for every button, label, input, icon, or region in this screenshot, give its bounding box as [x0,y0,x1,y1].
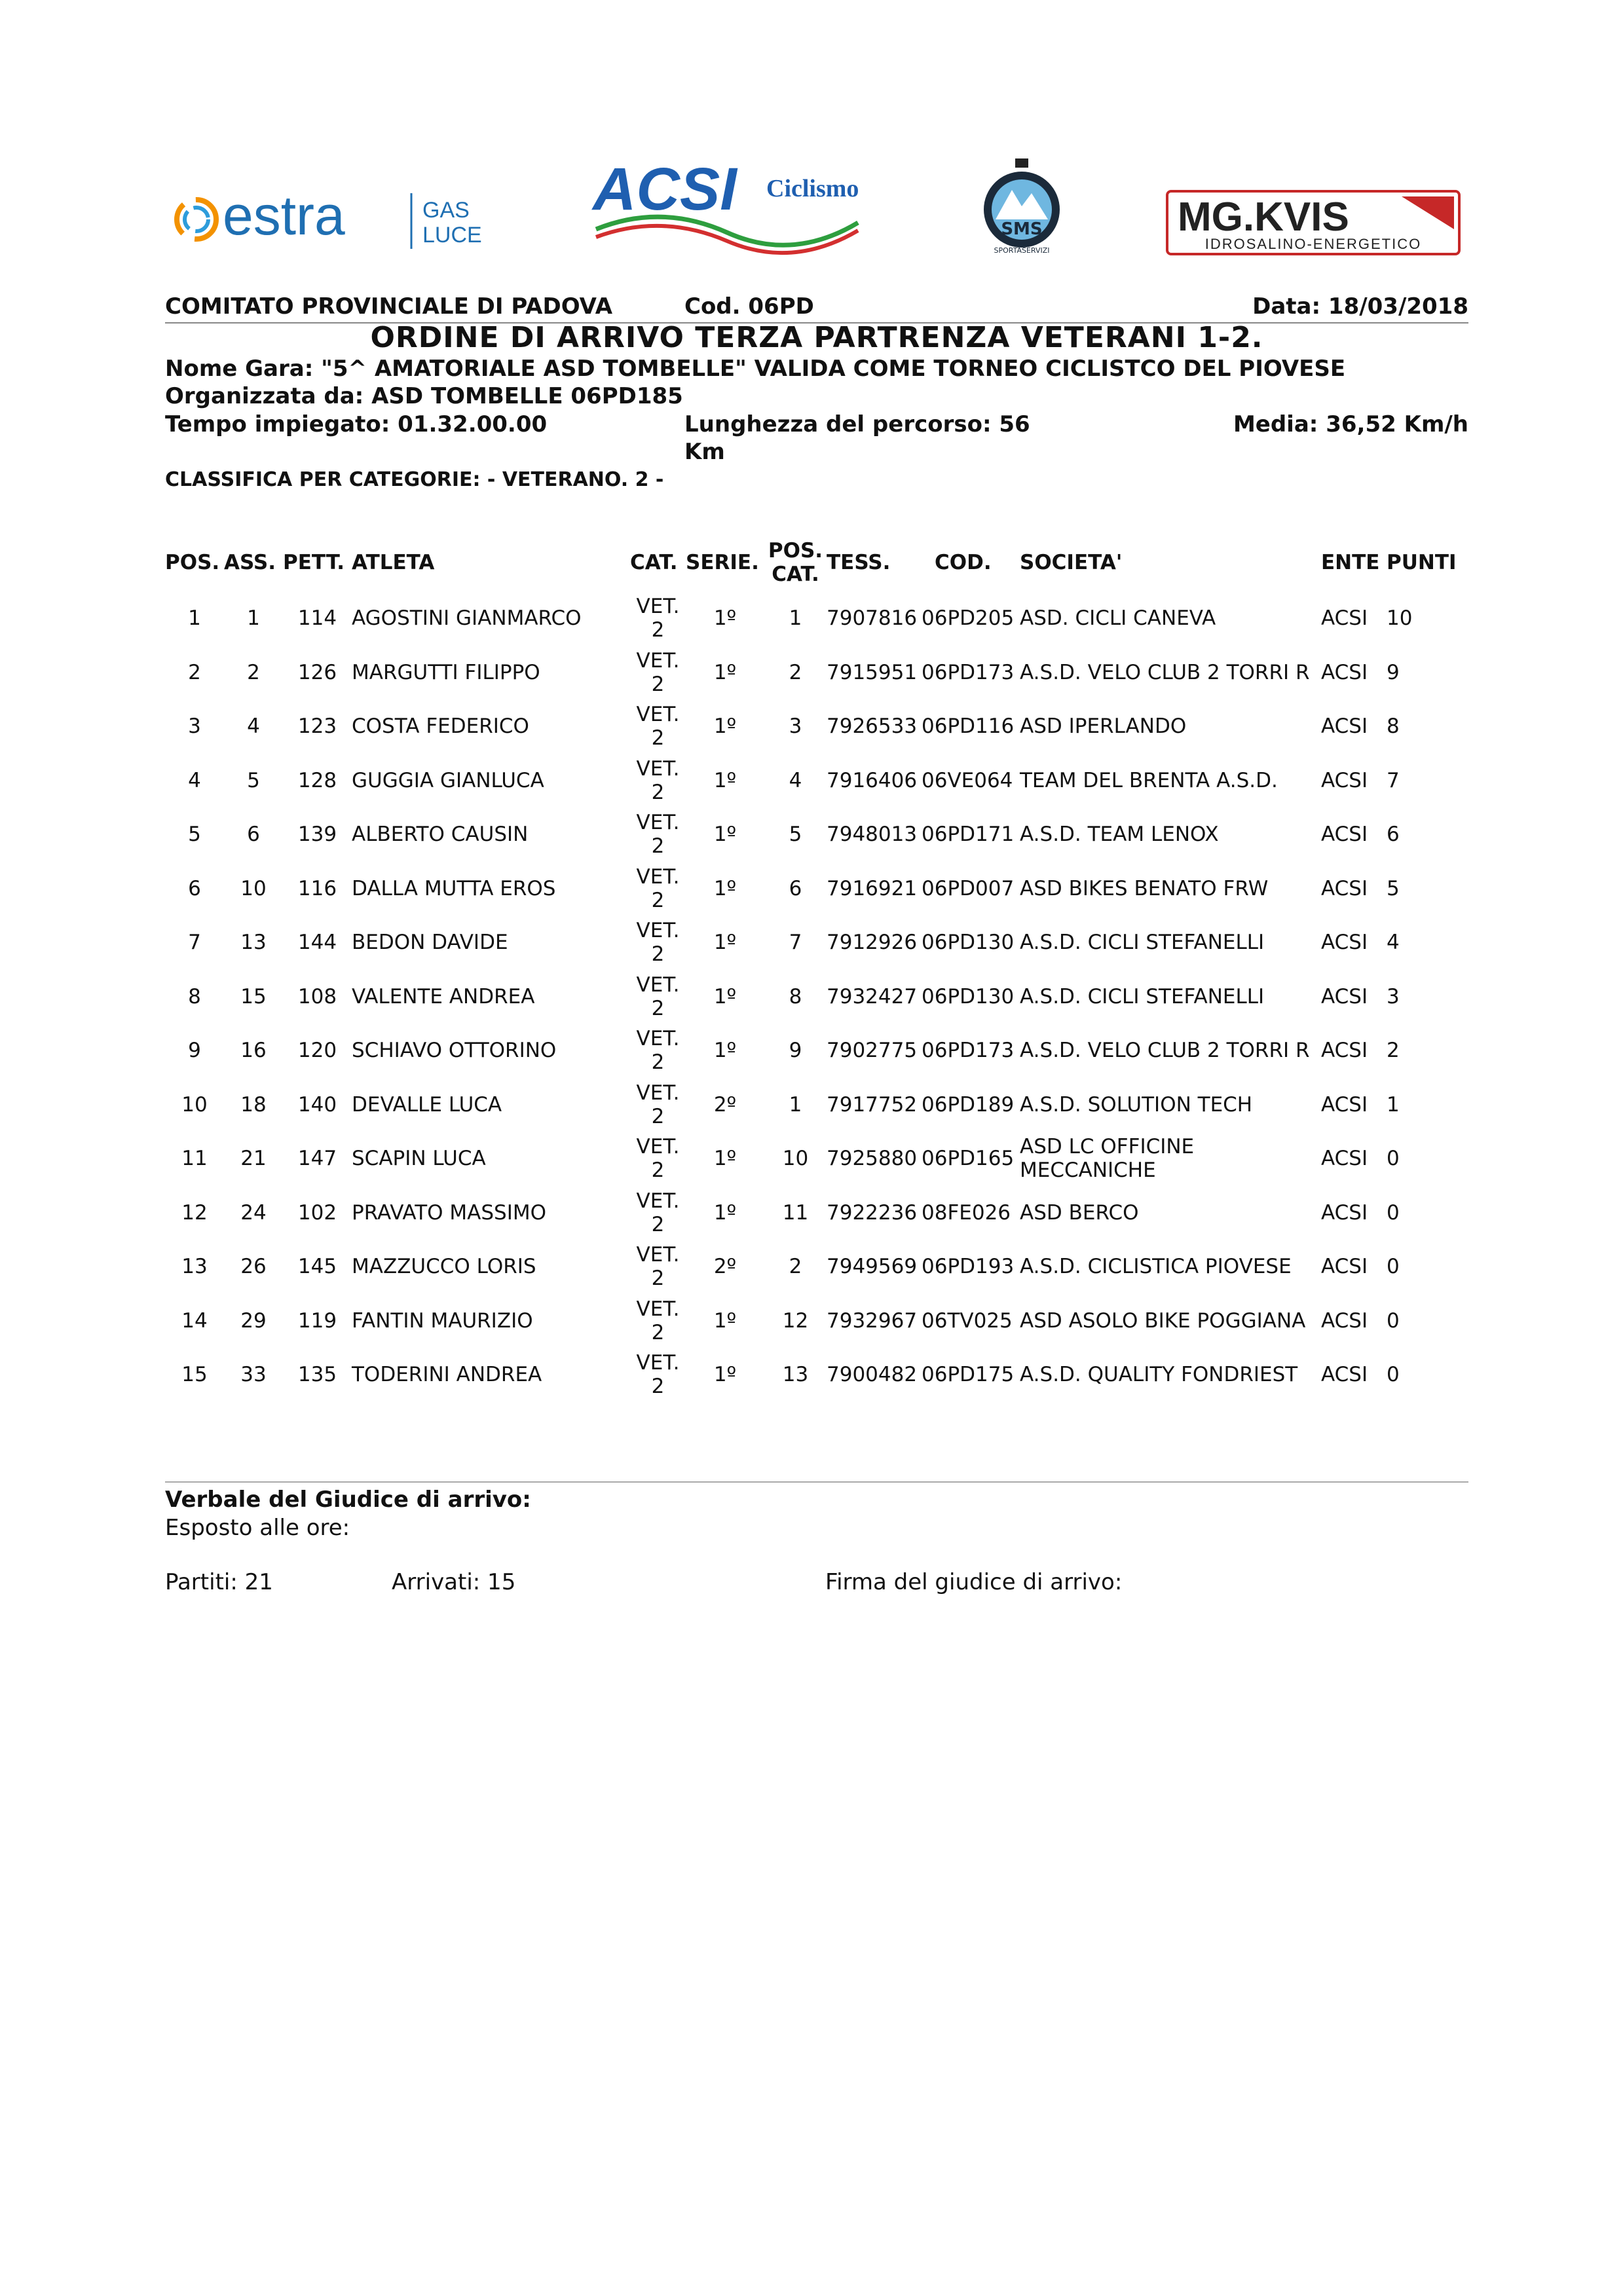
cell-cat-label: VET. [636,756,680,781]
table-row [165,699,1468,754]
cell-cat-number: 2 [651,1104,665,1128]
cell-ass: 2 [247,660,260,684]
cell-cat [630,970,686,1024]
cell-ass: 24 [240,1200,267,1225]
cell-serie: 1º [713,606,737,631]
classification: CLASSIFICA PER CATEGORIE: - VETERANO. 2 - [165,468,664,491]
cell-cat [630,1240,686,1294]
cell-societa: ASD IPERLANDO [1020,714,1187,739]
cell-cat-number: 2 [651,996,665,1020]
cell-serie: 1º [713,1363,737,1387]
cell-atleta: ALBERTO CAUSIN [352,823,529,847]
cell-serie: 1º [713,1308,737,1333]
cell-pett: 147 [297,1147,337,1171]
col-societa: SOCIETA' [1020,551,1123,574]
cell-pett: 114 [297,606,337,631]
cell-poscat: 13 [782,1363,809,1387]
cell-pos: 11 [181,1147,208,1171]
cell-serie: 1º [713,1147,737,1171]
cell-cat-number: 2 [651,1267,665,1291]
col-ass: ASS. [224,551,276,574]
col-cod: COD. [935,551,992,574]
estra-text: estra [223,185,345,246]
cell-cat-number: 2 [651,942,665,967]
cell-atleta: PRAVATO MASSIMO [352,1200,547,1225]
mgk-text: MG.KVIS [1178,194,1349,240]
cell-ente: ACSI [1321,823,1368,847]
cell-atleta: GUGGIA GIANLUCA [352,768,544,792]
cell-pos: 13 [181,1255,208,1279]
cell-cat-number: 2 [651,1158,665,1183]
cell-cat-number: 2 [651,1320,665,1344]
cell-pett: 102 [297,1200,337,1225]
cell-tess: 7915951 [827,660,918,684]
cell-punti: 0 [1387,1147,1400,1171]
cell-cod: 06PD165 [922,1147,1015,1171]
results-table [165,534,1468,1402]
cell-ente: ACSI [1321,1308,1368,1333]
cell-tess: 7925880 [827,1147,918,1171]
col-atleta: ATLETA [352,551,435,574]
cell-serie: 1º [713,984,737,1009]
cell-cod: 06PD007 [922,876,1015,900]
cell-serie: 1º [713,823,737,847]
cell-ass: 10 [240,876,267,900]
cell-cat-label: VET. [636,811,680,835]
cell-cat-label: VET. [636,595,680,619]
cell-pett: 120 [297,1039,337,1063]
cell-tess: 7912926 [827,931,918,955]
col-serie: SERIE. [686,551,759,574]
cell-tess: 7916921 [827,876,918,900]
cell-cat-number: 2 [651,726,665,750]
cell-serie: 1º [713,931,737,955]
cell-ass: 1 [247,606,260,631]
cell-cod: 06TV025 [922,1308,1013,1333]
table-row [165,1078,1468,1132]
cell-serie: 1º [713,660,737,684]
cell-cod: 06PD173 [922,660,1015,684]
cell-poscat: 4 [789,768,802,792]
acsi-sub: Ciclismo [766,175,859,202]
cell-societa: A.S.D. TEAM LENOX [1020,823,1219,847]
cell-punti: 0 [1387,1363,1400,1387]
sms-text: SMS [1001,219,1043,239]
col-cat: CAT. [630,551,678,574]
cell-cat [630,862,686,916]
cell-poscat: 1 [789,1092,802,1117]
cell-cat-number: 2 [651,618,665,642]
cell-societa: ASD. CICLI CANEVA [1020,606,1216,631]
code: Cod. 06PD [684,293,814,320]
cell-ass: 33 [240,1363,267,1387]
cell-societa: ASD LC OFFICINE MECCANICHE [1020,1135,1195,1183]
cell-serie: 1º [713,876,737,900]
mgk-logo [1166,174,1461,272]
cell-punti: 1 [1387,1092,1400,1117]
cell-ente: ACSI [1321,606,1368,631]
race-stats [165,411,1468,470]
verbale-label: Verbale del Giudice di arrivo: [165,1487,531,1513]
mgk-sub: IDROSALINO-ENERGETICO [1204,236,1422,252]
cell-pett: 126 [297,660,337,684]
cell-atleta: DEVALLE LUCA [352,1092,502,1117]
cell-poscat: 8 [789,984,802,1009]
estra-luce: LUCE [422,223,482,248]
cell-cat-label: VET. [636,703,680,727]
cell-atleta: TODERINI ANDREA [352,1363,542,1387]
col-pett: PETT. [283,551,345,574]
cell-cod: 06PD205 [922,606,1015,631]
cell-tess: 7932427 [827,984,918,1009]
cell-ente: ACSI [1321,768,1368,792]
cell-cat [630,591,686,646]
cell-ass: 13 [240,931,267,955]
cell-cat-label: VET. [636,648,680,673]
cell-cat-label: VET. [636,1027,680,1051]
cell-pos: 5 [188,823,201,847]
cell-societa: A.S.D. VELO CLUB 2 TORRI R [1020,1039,1310,1063]
cell-societa: A.S.D. CICLI STEFANELLI [1020,931,1265,955]
cell-ass: 29 [240,1308,267,1333]
col-poscat-line1: POS. [768,539,823,563]
cell-ente: ACSI [1321,660,1368,684]
header-line [165,293,1468,324]
cell-cat-number: 2 [651,1050,665,1075]
cell-atleta: VALENTE ANDREA [352,984,535,1009]
cell-cat [630,1186,686,1240]
time-used: Tempo impiegato: 01.32.00.00 [165,411,548,437]
cell-tess: 7948013 [827,823,918,847]
cell-cat-number: 2 [651,672,665,696]
cell-ente: ACSI [1321,1092,1368,1117]
cell-atleta: BEDON DAVIDE [352,931,508,955]
cell-societa: A.S.D. SOLUTION TECH [1020,1092,1253,1117]
cell-cat [630,916,686,970]
cell-tess: 7907816 [827,606,918,631]
col-tess: TESS. [827,551,891,574]
cell-cod: 06PD189 [922,1092,1015,1117]
cell-ass: 4 [247,714,260,739]
cell-serie: 1º [713,714,737,739]
cell-ass: 26 [240,1255,267,1279]
cell-atleta: DALLA MUTTA EROS [352,876,556,900]
cell-pett: 135 [297,1363,337,1387]
cell-poscat: 9 [789,1039,802,1063]
table-row [165,1024,1468,1078]
cell-societa: ASD ASOLO BIKE POGGIANA [1020,1308,1306,1333]
cell-tess: 7900482 [827,1363,918,1387]
cell-cod: 06PD193 [922,1255,1015,1279]
cell-cat-label: VET. [636,1351,680,1375]
results-body [165,591,1468,1402]
table-row [165,916,1468,970]
cell-cod: 06PD130 [922,984,1015,1009]
average-speed: Media: 36,52 Km/h [1233,411,1468,437]
cell-pos: 14 [181,1308,208,1333]
cell-pos: 9 [188,1039,201,1063]
cell-atleta: MAZZUCCO LORIS [352,1255,536,1279]
cell-pos: 3 [188,714,201,739]
cell-punti: 10 [1387,606,1413,631]
cell-punti: 0 [1387,1255,1400,1279]
cell-punti: 0 [1387,1200,1400,1225]
cell-atleta: COSTA FEDERICO [352,714,529,739]
firma-label: Firma del giudice di arrivo: [825,1569,1123,1595]
cell-pett: 119 [297,1308,337,1333]
cell-punti: 3 [1387,984,1400,1009]
sms-sub: SPORTASERVIZI [994,246,1050,255]
cell-cat-number: 2 [651,888,665,912]
table-row [165,754,1468,808]
sponsor-logos [164,157,1467,255]
cell-ass: 21 [240,1147,267,1171]
organizer: Organizzata da: ASD TOMBELLE 06PD185 [165,383,683,409]
cell-cat-label: VET. [636,1189,680,1213]
cell-atleta: SCHIAVO OTTORINO [352,1039,557,1063]
cell-punti: 0 [1387,1308,1400,1333]
cell-serie: 1º [713,1200,737,1225]
cell-poscat: 1 [789,606,802,631]
cell-ente: ACSI [1321,931,1368,955]
estra-gas: GAS [422,198,470,223]
cell-cat [630,699,686,754]
cell-pos: 8 [188,984,201,1009]
table-row [165,862,1468,916]
partiti-count: Partiti: 21 [165,1569,273,1595]
cell-serie: 1º [713,1039,737,1063]
table-row [165,1294,1468,1348]
cell-punti: 5 [1387,876,1400,900]
cell-poscat: 2 [789,1255,802,1279]
cell-serie: 2º [713,1255,737,1279]
cell-pos: 10 [181,1092,208,1117]
cell-societa: A.S.D. QUALITY FONDRIEST [1020,1363,1298,1387]
cell-atleta: MARGUTTI FILIPPO [352,660,540,684]
cell-punti: 2 [1387,1039,1400,1063]
cell-cod: 06PD130 [922,931,1015,955]
cell-ente: ACSI [1321,714,1368,739]
cell-ente: ACSI [1321,1200,1368,1225]
cell-punti: 4 [1387,931,1400,955]
cell-poscat: 12 [782,1308,809,1333]
cell-ass: 16 [240,1039,267,1063]
course-length-unit: Km [684,439,725,465]
cell-cat [630,1294,686,1348]
cell-pett: 108 [297,984,337,1009]
cell-societa: A.S.D. CICLI STEFANELLI [1020,984,1265,1009]
cell-cat-number: 2 [651,834,665,859]
table-row [165,1348,1468,1402]
cell-ente: ACSI [1321,1255,1368,1279]
cell-tess: 7949569 [827,1255,918,1279]
cell-societa: TEAM DEL BRENTA A.S.D. [1020,768,1278,792]
cell-poscat: 5 [789,823,802,847]
cell-cod: 06PD171 [922,823,1015,847]
table-row [165,1132,1468,1186]
cell-societa: A.S.D. CICLISTICA PIOVESE [1020,1255,1292,1279]
cell-atleta: AGOSTINI GIANMARCO [352,606,582,631]
race-name: Nome Gara: "5^ AMATORIALE ASD TOMBELLE" VALIDA COME TORNEO CICLISTCO DEL PIOVESE [165,356,1346,382]
col-pos: POS. [165,551,220,574]
table-row [165,970,1468,1024]
cell-cat-number: 2 [651,1212,665,1236]
cell-pos: 2 [188,660,201,684]
cell-poscat: 11 [782,1200,809,1225]
cell-punti: 6 [1387,823,1400,847]
cell-cat-label: VET. [636,864,680,889]
table-header [165,534,1468,591]
cell-ente: ACSI [1321,1039,1368,1063]
cell-pett: 140 [297,1092,337,1117]
col-poscat [764,534,827,591]
sms-logo [976,157,1068,255]
cell-tess: 7916406 [827,768,918,792]
cell-pos: 7 [188,931,201,955]
cell-ente: ACSI [1321,876,1368,900]
table-row [165,646,1468,700]
cell-tess: 7932967 [827,1308,918,1333]
cell-cat-label: VET. [636,1297,680,1321]
cell-pett: 145 [297,1255,337,1279]
acsi-logo [589,157,865,255]
esposto-label: Esposto alle ore: [165,1515,350,1541]
cell-ass: 15 [240,984,267,1009]
cell-punti: 8 [1387,714,1400,739]
cell-cod: 06PD175 [922,1363,1015,1387]
cell-pett: 123 [297,714,337,739]
cell-ente: ACSI [1321,1363,1368,1387]
arrivati-count: Arrivati: 15 [392,1569,516,1595]
col-poscat-line2: CAT. [772,563,819,586]
cell-cat [630,1132,686,1186]
cell-cat-label: VET. [636,1081,680,1105]
cell-pett: 144 [297,931,337,955]
cell-cat [630,646,686,700]
cell-cat [630,754,686,808]
cell-pos: 6 [188,876,201,900]
cell-cod: 06VE064 [922,768,1013,792]
cell-cat [630,807,686,862]
cell-punti: 7 [1387,768,1400,792]
cell-poscat: 7 [789,931,802,955]
cell-societa: ASD BERCO [1020,1200,1139,1225]
cell-cat-number: 2 [651,780,665,804]
cell-poscat: 10 [782,1147,809,1171]
date: Data: 18/03/2018 [1252,293,1468,320]
cell-pett: 116 [297,876,337,900]
acsi-text: ACSI [593,157,737,223]
cell-cat [630,1078,686,1132]
cell-pett: 139 [297,823,337,847]
cell-ente: ACSI [1321,1147,1368,1171]
cell-poscat: 6 [789,876,802,900]
cell-ass: 18 [240,1092,267,1117]
cell-cod: 06PD116 [922,714,1015,739]
col-punti: PUNTI [1387,551,1457,574]
cell-tess: 7917752 [827,1092,918,1117]
cell-cat [630,1024,686,1078]
committee: COMITATO PROVINCIALE DI PADOVA [165,293,613,320]
cell-tess: 7922236 [827,1200,918,1225]
cell-tess: 7926533 [827,714,918,739]
cell-atleta: SCAPIN LUCA [352,1147,486,1171]
cell-cod: 06PD173 [922,1039,1015,1063]
col-ente: ENTE [1321,551,1380,574]
footer-divider [165,1481,1468,1483]
cell-cat-label: VET. [636,972,680,997]
cell-tess: 7902775 [827,1039,918,1063]
cell-pos: 15 [181,1363,208,1387]
cell-cat-label: VET. [636,919,680,943]
cell-pos: 4 [188,768,201,792]
cell-serie: 1º [713,768,737,792]
cell-ente: ACSI [1321,984,1368,1009]
course-length: Lunghezza del percorso: 56 [684,411,1030,437]
cell-societa: A.S.D. VELO CLUB 2 TORRI R [1020,660,1310,684]
cell-poscat: 2 [789,660,802,684]
cell-cod: 08FE026 [922,1200,1011,1225]
table-row [165,1186,1468,1240]
cell-punti: 9 [1387,660,1400,684]
cell-cat-number: 2 [651,1375,665,1399]
cell-cat [630,1348,686,1402]
table-row [165,1240,1468,1294]
cell-pos: 12 [181,1200,208,1225]
cell-serie: 2º [713,1092,737,1117]
cell-cat-label: VET. [636,1135,680,1159]
cell-pett: 128 [297,768,337,792]
cell-atleta: FANTIN MAURIZIO [352,1308,533,1333]
cell-ass: 6 [247,823,260,847]
cell-poscat: 3 [789,714,802,739]
table-row [165,591,1468,646]
table-row [165,807,1468,862]
page-title: ORDINE DI ARRIVO TERZA PARTRENZA VETERANI 1-2. [370,321,1263,354]
cell-cat-label: VET. [636,1243,680,1267]
estra-logo [170,170,511,268]
cell-ass: 5 [247,768,260,792]
cell-pos: 1 [188,606,201,631]
cell-societa: ASD BIKES BENATO FRW [1020,876,1269,900]
